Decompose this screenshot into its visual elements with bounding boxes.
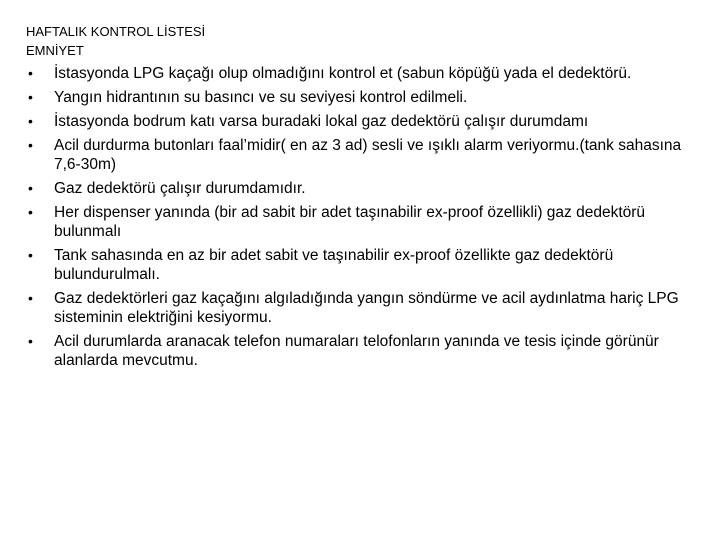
bullet-icon: • xyxy=(28,333,33,349)
list-item-text: Gaz dedektörleri gaz kaçağını algıladığında yangın söndürme ve acil aydınlatma hariç LPG sisteminin elektriğini kesiyormu. xyxy=(54,290,679,326)
bullet-icon: • xyxy=(28,204,33,220)
slide-content xyxy=(26,22,696,375)
bullet-icon: • xyxy=(28,113,33,129)
list-item-text: İstasyonda LPG kaçağı olup olmadığını kontrol et (sabun köpüğü yada el dedektörü. xyxy=(54,65,632,82)
list-item xyxy=(26,88,696,107)
bullet-icon: • xyxy=(28,65,33,81)
list-item xyxy=(26,332,696,370)
list-item xyxy=(26,289,696,327)
list-item xyxy=(26,136,696,174)
bullet-icon: • xyxy=(28,137,33,153)
list-item-text: İstasyonda bodrum katı varsa buradaki lokal gaz dedektörü çalışır durumdamı xyxy=(54,113,589,130)
page-title: HAFTALIK KONTROL LİSTESİ xyxy=(26,24,206,39)
list-item-text: Acil durumlarda aranacak telefon numaraları telofonların yanında ve tesis içinde görünür alanlarda mevcutmu. xyxy=(54,333,659,369)
list-item-text: Her dispenser yanında (bir ad sabit bir adet taşınabilir ex-proof özellikli) gaz dedektörü bulunmalı xyxy=(54,204,646,240)
list-item-text: Gaz dedektörü çalışır durumdamıdır. xyxy=(54,180,306,197)
bullet-icon: • xyxy=(28,180,33,196)
list-item xyxy=(26,203,696,241)
bullet-icon: • xyxy=(28,89,33,105)
list-item-text: Yangın hidrantının su basıncı ve su seviyesi kontrol edilmeli. xyxy=(54,89,468,106)
section-subtitle: EMNİYET xyxy=(26,43,84,58)
bullet-icon: • xyxy=(28,247,33,263)
checklist xyxy=(26,64,696,370)
list-item xyxy=(26,179,696,198)
bullet-icon: • xyxy=(28,290,33,306)
list-item xyxy=(26,246,696,284)
list-item xyxy=(26,112,696,131)
list-item xyxy=(26,64,696,83)
list-item-text: Acil durdurma butonları faal’midir( en az 3 ad) sesli ve ışıklı alarm veriyormu.(tank sahasına 7,6-30m) xyxy=(54,137,682,173)
list-item-text: Tank sahasında en az bir adet sabit ve taşınabilir ex-proof özellikte gaz dedektörü bulundurulmalı. xyxy=(54,247,614,283)
